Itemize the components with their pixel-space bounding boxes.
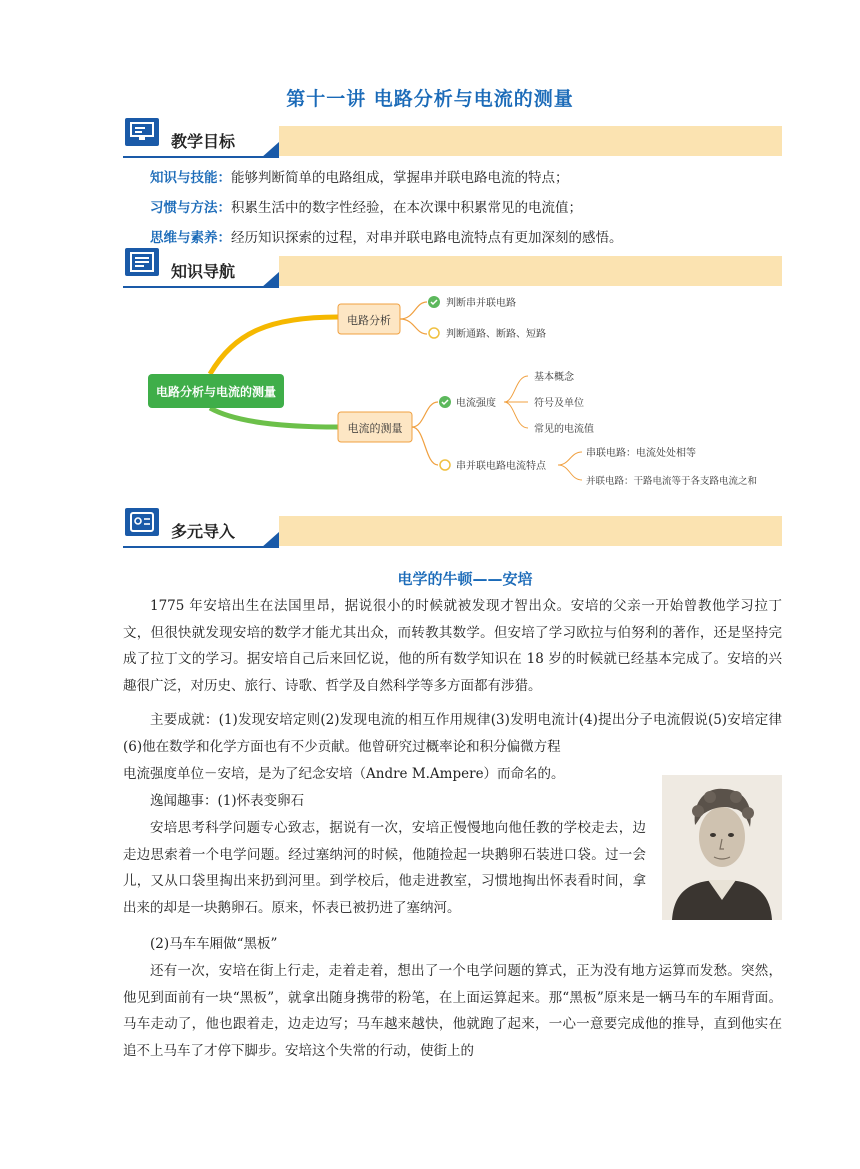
mind-leaf-label: 基本概念: [534, 372, 574, 383]
section-header-intro: [123, 516, 782, 548]
connector-line: [412, 402, 438, 465]
connector-line: [504, 376, 528, 428]
id-card-icon: [125, 508, 159, 536]
mind-leaf-label: 串联电路：电流处处相等: [586, 448, 696, 459]
mind-leaf-label: 符号及单位: [534, 398, 584, 409]
section-header-nav: [123, 256, 782, 288]
goal-item: 习惯与方法：积累生活中的数字性经验，在本次课中积累常见的电流值；: [150, 200, 582, 216]
mind-leaf-label: 并联电路：干路电流等于各支路电流之和: [586, 476, 758, 487]
section-label: 教学目标: [171, 132, 236, 151]
story-paragraph: 还有一次，安培在街上行走，走着走着，想出了一个电学问题的算式，正为没有地方运算而发愁。突然，他见到面前有一块“黑板”，就拿出随身携带的粉笔，在上面运算起来。那“黑板”原来是一辆马车的车厢背面。马车走动了，他也跟着走，边走边写；马车越来越快，他就跑了起来，一心一意要完成他的推导，直到他实在追不上马车了才停下脚步。安培这个失常的行动，使街上的: [123, 963, 782, 1059]
story-paragraph: 1775 年安培出生在法国里昂，据说很小的时候就被发现才智出众。安培的父亲一开始曾教他学习拉丁文，但很快就发现安培的数学才能尤其出众，而转教其数学。但安培了学习欧拉与伯努利的著作，还是坚持完成了拉丁文的学习。据安培自己后来回忆说，他的所有数学知识在 18 岁的时候就已经基本完成了。安培的兴趣很广泛，对历史、旅行、诗歌、哲学及自然科学等多方面都有涉猎。: [123, 598, 782, 694]
list-icon: [125, 248, 159, 276]
mind-map: [140, 292, 780, 497]
ampere-portrait: [662, 775, 782, 920]
mind-sub-label: 电流强度: [456, 398, 496, 409]
story-title: 电学的牛顿——安培: [397, 570, 533, 588]
page-title: 第十一讲 电路分析与电流的测量: [286, 88, 574, 110]
branch-line: [210, 317, 338, 374]
section-bar-fill: [279, 516, 782, 546]
story-paragraph: 主要成就：(1)发现安培定则(2)发现电流的相互作用规律(3)发明电流计(4)提出分子电流假说(5)安培定律(6)他在数学和化学方面也有不少贡献。他曾研究过概率论和积分偏微方程: [123, 712, 782, 755]
story-paragraph: 电流强度单位－安培，是为了纪念安培（Andre M.Ampere）而命名的。: [123, 766, 565, 782]
mind-branch-label: 电路分析: [347, 314, 391, 327]
mind-leaf-label: 判断串并联电路: [446, 298, 516, 309]
goal-item: 知识与技能：能够判断简单的电路组成，掌握串并联电路电流的特点；: [150, 170, 569, 186]
mind-leaf-label: 常见的电流值: [534, 424, 594, 435]
lightbulb-icon: [440, 460, 450, 470]
goal-item: 思维与素养：经历知识探索的过程，对串并联电路电流特点有更加深刻的感悟。: [150, 230, 623, 246]
connector-line: [400, 302, 427, 334]
connector-line: [558, 452, 582, 480]
story-paragraph: (2)马车车厢做“黑板”: [150, 936, 278, 952]
story-paragraph: 逸闻趣事：(1)怀表变卵石: [150, 793, 305, 809]
section-label: 知识导航: [171, 262, 236, 281]
mind-leaf-label: 判断通路、断路、短路: [446, 329, 546, 340]
monitor-icon: [125, 118, 159, 146]
mind-branch-label: 电流的测量: [347, 422, 403, 435]
mind-sub-label: 串并联电路电流特点: [456, 461, 546, 472]
mind-root-label: 电路分析与电流的测量: [155, 385, 277, 399]
section-label: 多元导入: [171, 522, 236, 541]
section-header-goals: [123, 126, 782, 158]
section-bar-fill: [279, 126, 782, 156]
section-bar-fill: [279, 256, 782, 286]
lightbulb-icon: [429, 328, 439, 338]
story-paragraph: 安培思考科学问题专心致志，据说有一次，安培正慢慢地向他任教的学校走去，边走边思索着一个电学问题。经过塞纳河的时候，他随捡起一块鹅卵石装进口袋。过一会儿，又从口袋里掏出来扔到河里。到学校后，他走进教室，习惯地掏出怀表看时间，拿出来的却是一块鹅卵石。原来，怀表已被扔进了塞纳河。: [123, 820, 646, 916]
branch-line: [210, 408, 338, 427]
